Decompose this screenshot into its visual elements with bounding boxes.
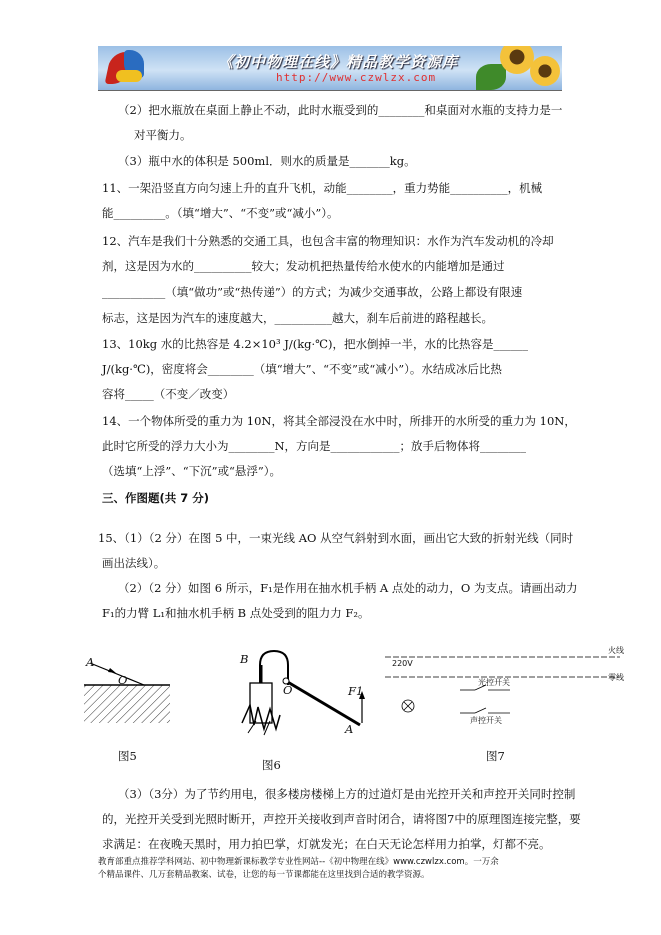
- question-11: 11、一架沿竖直方向匀速上升的直升飞机，动能________，重力势能__________，机械: [102, 181, 543, 195]
- sunflower-icon: [530, 56, 560, 86]
- question-15: 15、（1）（2 分）在图 5 中，一束光线 AO 从空气斜射到水面，画出它大致的折射光线（同时: [98, 531, 574, 545]
- question-14: 14、一个物体所受的重力为 10N，将其全部浸没在水中时，所排开的水所受的重力为 10N，: [102, 414, 576, 428]
- footer-line: 教育部重点推荐学科网站、初中物理新课标教学专业性网站--《初中物理在线》www.czwlzx.com。一万余: [98, 857, 499, 867]
- text-line: 标志，这是因为汽车的速度越大，__________越大，刹车后前进的路程越长。: [102, 311, 493, 325]
- footer-line: 个精品课件、几万套精品教案、试卷，让您的每一节课都能在这里找到合适的教学资源。: [98, 870, 430, 880]
- text-line: （选填“上浮”、“下沉”或“悬浮”）。: [102, 464, 282, 478]
- section-heading: 三、作图题(共 7 分): [102, 491, 210, 505]
- text-line: （3）（3分）为了节约用电，很多楼房楼梯上方的过道灯是由光控开关和声控开关同时控制: [118, 787, 576, 801]
- text-line: 的，光控开关受到光照时断开，声控开关接收到声音时闭合，请将图7中的原理图连接完整，要: [102, 812, 581, 826]
- fig6-label-b: B: [240, 652, 249, 666]
- text-line: F₁的力臂 L₁和抽水机手柄 B 点处受到的阻力力 F₂。: [102, 606, 370, 620]
- text-line: 能_________。（填“增大”、“不变”或“减小”）。: [102, 206, 339, 220]
- question-13: 13、10kg 水的比热容是 4.2×10³ J/(kg·℃)，把水倒掉一半，水的比热容是______: [102, 337, 529, 351]
- header-banner: [98, 46, 562, 91]
- text-line: 求满足：在夜晚天黑时，用力拍巴掌，灯就发光；在白天无论怎样用力拍掌，灯都不亮。: [102, 837, 551, 851]
- figure-7: [380, 643, 630, 738]
- fig6-caption: 图6: [262, 758, 281, 772]
- fig5-label-o: O: [118, 673, 128, 687]
- text-line: 容将_____（不变／改变）: [102, 387, 235, 401]
- question-12: 12、汽车是我们十分熟悉的交通工具，也包含丰富的物理知识：水作为汽车发动机的冷却: [102, 234, 554, 248]
- text-line: 剂，这是因为水的__________较大；发动机把热量传给水使水的内能增加是通过: [102, 259, 505, 273]
- fig6-label-a: A: [345, 722, 354, 736]
- text-line: （3）瓶中水的体积是 500ml．则水的质量是_______kg。: [118, 154, 416, 168]
- fig7-voltage: 220V: [392, 659, 413, 668]
- banner-url: http://www.czwlzx.com: [276, 71, 437, 84]
- text-line: （2）把水瓶放在桌面上静止不动，此时水瓶受到的________和桌面对水瓶的支持力是一: [118, 103, 563, 117]
- fig7-sound-switch-label: 声控开关: [470, 716, 502, 725]
- fig7-caption: 图7: [486, 749, 505, 763]
- fig6-label-f1: F1: [348, 684, 364, 698]
- fig7-live-wire: 火线: [608, 646, 624, 655]
- text-line: （2）（2 分）如图 6 所示，F₁是作用在抽水机手柄 A 点处的动力，O 为支点。请画出动力: [118, 581, 578, 595]
- text-line: 画出法线）。: [102, 556, 166, 570]
- text-line: 此时它所受的浮力大小为________N，方向是____________；放手后物体将________: [102, 439, 527, 453]
- fig7-light-switch-label: 光控开关: [478, 678, 510, 687]
- fig7-neutral-wire: 零线: [608, 673, 624, 682]
- leaf-icon: [476, 64, 506, 90]
- fig6-label-o: O: [283, 683, 293, 697]
- fig5-label-a: A: [86, 655, 95, 669]
- sunflower-icon: [500, 46, 534, 74]
- figure-5: [82, 655, 172, 725]
- banner-title: 《初中物理在线》精品教学资源库: [218, 53, 459, 71]
- text-line: J/(kg·℃)，密度将会________（填“增大”、“不变”或“减小”）。水结成冰后比热: [102, 362, 502, 376]
- fig5-caption: 图5: [118, 749, 137, 763]
- logo-icon-part: [116, 70, 142, 82]
- text-line: 对平衡力。: [134, 128, 192, 142]
- text-line: ___________（填“做功”或“热传递”）的方式；为减少交通事故，公路上都设有限速: [102, 285, 523, 299]
